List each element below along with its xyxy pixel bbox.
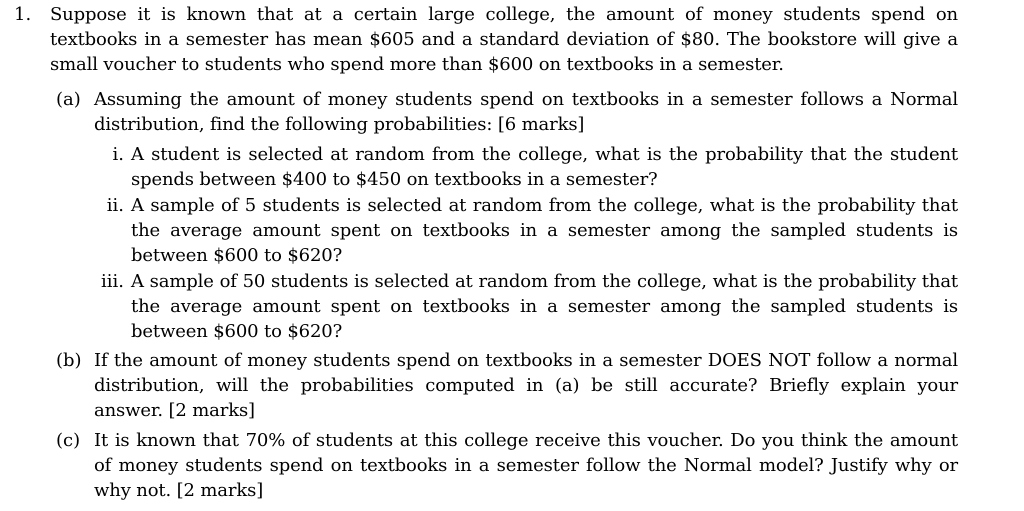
part-a-item-i-label: i.: [112, 144, 124, 165]
part-b-label: (b): [56, 350, 82, 371]
part-a-label: (a): [56, 89, 81, 110]
part-a-item-ii-label: ii.: [106, 195, 124, 216]
question-stem: Suppose it is known that at a certain large college, the amount of money students spend on textbooks in a semester has mean $605 and a standard deviation of $80. The bookstore will give a small voucher to students who spend more than $600 on textbooks in a semester.: [50, 4, 958, 75]
part-a-item-iii-text: A sample of 50 students is selected at random from the college, what is the probability that the average amount spent on textbooks in a semester among the sampled students is between $600 to $620?: [131, 271, 958, 342]
part-b-text: If the amount of money students spend on textbooks in a semester DOES NOT follow a normal distribution, will the probabilities computed in (a) be still accurate? Briefly explain your answer. [2 marks]: [94, 350, 958, 421]
question-number: 1.: [14, 4, 32, 25]
part-a-item-iii-label: iii.: [101, 271, 124, 292]
part-a-text: Assuming the amount of money students spend on textbooks in a semester follows a Normal distribution, find the following probabilities: [6 marks]: [94, 89, 958, 135]
part-a-item-i-text: A student is selected at random from the college, what is the probability that the student spends between $400 to $450 on textbooks in a semester?: [131, 144, 958, 190]
part-c-label: (c): [56, 430, 81, 451]
part-a-item-ii-text: A sample of 5 students is selected at random from the college, what is the probability that the average amount spent on textbooks in a semester among the sampled students is between $600 to $620?: [131, 195, 958, 266]
part-c-text: It is known that 70% of students at this college receive this voucher. Do you think the amount of money students spend on textbooks in a semester follow the Normal model? Justify why or why not. [2 marks]: [94, 430, 958, 501]
